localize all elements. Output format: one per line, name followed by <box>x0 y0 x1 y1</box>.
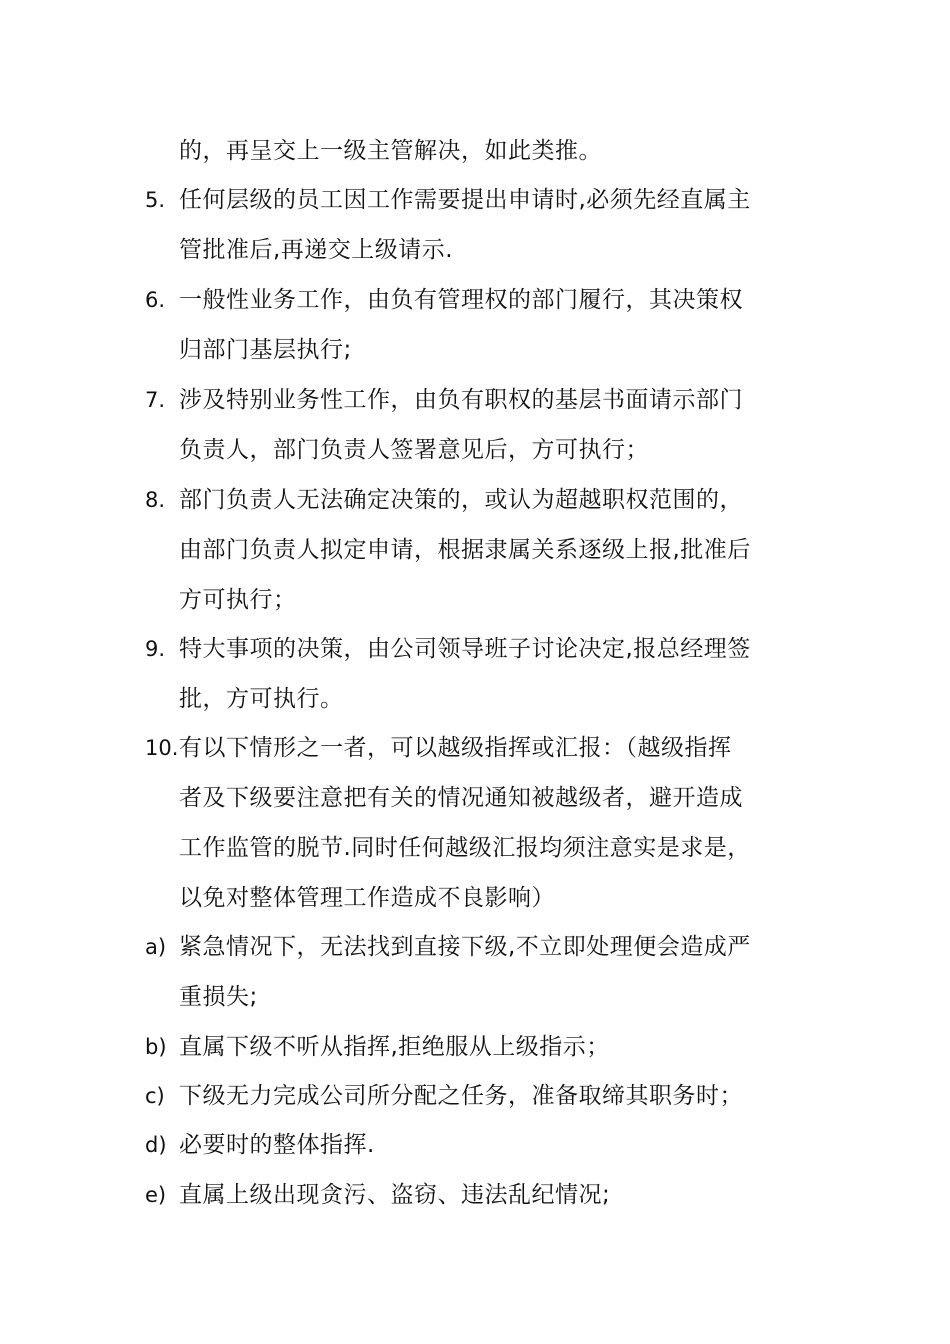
list-marker: 7. <box>145 388 166 412</box>
paragraph-line: 者及下级要注意把有关的情况通知被越级者，避开造成 <box>179 785 743 811</box>
paragraph-line: 负责人，部门负责人签署意见后，方可执行； <box>179 437 649 463</box>
list-marker: 6. <box>145 288 166 312</box>
list-marker: 10. <box>145 736 179 760</box>
paragraph-line: 重损失; <box>179 984 258 1010</box>
list-marker: c) <box>145 1084 165 1108</box>
list-marker: 5. <box>145 188 166 212</box>
list-marker: 9. <box>145 637 166 661</box>
paragraph-line: 涉及特别业务性工作，由负有职权的基层书面请示部门 <box>179 387 743 413</box>
paragraph-line: 工作监管的脱节.同时任何越级汇报均须注意实是求是， <box>179 835 751 861</box>
list-marker: a) <box>145 935 167 959</box>
list-marker: e) <box>145 1183 167 1207</box>
paragraph-line: 紧急情况下，无法找到直接下级,不立即处理便会造成严 <box>179 934 751 960</box>
list-marker: d) <box>145 1133 167 1157</box>
paragraph-line: 方可执行； <box>179 587 297 613</box>
paragraph-line: 直属上级出现贪污、盗窃、违法乱纪情况; <box>179 1182 611 1208</box>
paragraph-line: 必要时的整体指挥. <box>179 1132 375 1158</box>
paragraph-line: 由部门负责人拟定申请，根据隶属关系逐级上报,批准后 <box>179 537 751 563</box>
paragraph-line: 以免对整体管理工作造成不良影响） <box>179 885 555 911</box>
paragraph-line: 批，方可执行。 <box>179 686 344 712</box>
paragraph-line: 一般性业务工作，由负有管理权的部门履行，其决策权 <box>179 287 743 313</box>
paragraph-line: 下级无力完成公司所分配之任务，准备取缔其职务时； <box>179 1083 743 1109</box>
paragraph-line: 归部门基层执行; <box>179 337 352 363</box>
list-marker: b) <box>145 1035 167 1059</box>
paragraph-line: 直属下级不听从指挥,拒绝服从上级指示； <box>179 1034 610 1060</box>
paragraph-line: 部门负责人无法确定决策的，或认为超越职权范围的， <box>179 487 743 513</box>
paragraph-line: 的，再呈交上一级主管解决，如此类推。 <box>179 138 602 164</box>
list-marker: 8. <box>145 488 166 512</box>
paragraph-line: 特大事项的决策，由公司领导班子讨论决定,报总经理签 <box>179 636 751 662</box>
paragraph-line: 管批准后,再递交上级请示. <box>179 237 454 263</box>
paragraph-line: 任何层级的员工因工作需要提出申请时,必须先经直属主 <box>179 187 751 213</box>
paragraph-line: 有以下情形之一者，可以越级指挥或汇报：（越级指挥 <box>179 735 732 761</box>
